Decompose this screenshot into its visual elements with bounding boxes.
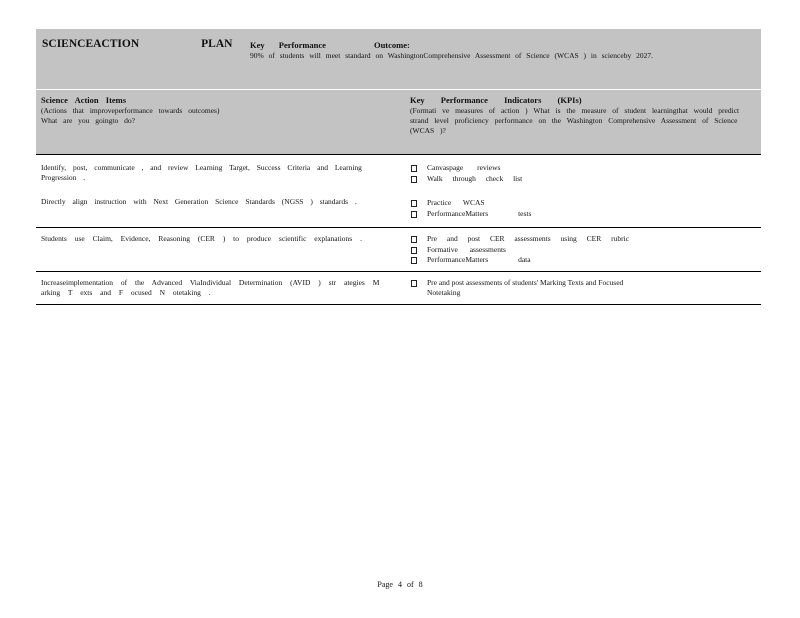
action-cell [36,271,404,304]
kpo-block [250,39,750,61]
action-cell [36,155,404,228]
bullet-box-icon [411,211,417,218]
action-items-title: Science Action Items [41,95,127,105]
science-action-plan-table [36,29,761,305]
bullet-box-icon [411,257,417,264]
kpo-label [250,39,750,51]
kpi-title: Key Performance Indicators (KPIs) [410,95,582,105]
plan-title-left: SCIENCEACTION [42,38,140,50]
action-item: Directly align instruction with Next Generation Science Standards (NGSS ) standards . [41,197,357,206]
bullet-box-icon [411,200,417,207]
action-item: Increaseimplementation of the Advanced ViaIndividual Determination (AVID ) str ategies M arking T exts and F ocused N otetaking . [41,277,380,297]
kpi-item: Pre and post assessments of students' Marking Texts and Focused Notetaking [410,278,756,299]
kpi-subtitle: (Formati ve measures of action ) What is the measure of student learningthat would predict strand level proficiency performance on the Washington Comprehensive Assessment of Science (WCAS )? [410,106,740,135]
kpo-text: 90% of students will meet standard on WashingtonComprehensive Assessment of Science (WCAS ) in scienceby 2027. [250,51,653,60]
bullet-box-icon [411,280,417,287]
action-item: Students use Claim, Evidence, Reasoning (CER ) to produce scientific explanations . [41,234,362,243]
kpi-header [404,90,761,155]
kpi-cell [404,271,761,304]
bullet-box-icon [411,176,417,183]
bullet-box-icon [411,236,417,243]
kpi-item: Practice WCAS [410,198,756,209]
kpi-list [410,163,756,184]
kpo-label-left: Key Performance [250,40,326,50]
action-items-subtitle: (Actions that improveperformance towards outcomes) [41,106,220,115]
column-header-row [36,90,761,155]
kpo-label-right: Outcome: [373,40,410,50]
kpi-cell [404,228,761,272]
kpi-item: Formative assessments [410,245,756,256]
table-row [36,228,761,272]
bullet-box-icon [411,165,417,172]
bullet-box-icon [411,247,417,254]
kpi-list [410,198,756,219]
kpi-list [410,278,756,299]
kpo-cell [250,29,761,90]
kpi-list [410,234,756,266]
action-items-question: What are you goingto do? [41,116,135,125]
action-items-header [36,90,404,155]
page-number: Page 4 of 8 [377,580,423,589]
kpi-item: PerformanceMatters data [410,255,756,266]
title-row [36,29,761,90]
kpi-item: PerformanceMatters tests [410,209,756,220]
action-cell [36,228,404,272]
kpi-item: Pre and post CER assessments using CER rubric [410,234,756,245]
plan-title-right: PLAN [201,38,233,50]
table-row [36,155,761,228]
table-row [36,271,761,304]
kpi-item: Walk through check list [410,174,756,185]
action-item: Identify, post, communicate , and review Learning Target, Success Criteria and Learning Progression . [41,163,362,182]
kpi-cell [404,155,761,228]
kpi-item: Canvaspage reviews [410,163,756,174]
